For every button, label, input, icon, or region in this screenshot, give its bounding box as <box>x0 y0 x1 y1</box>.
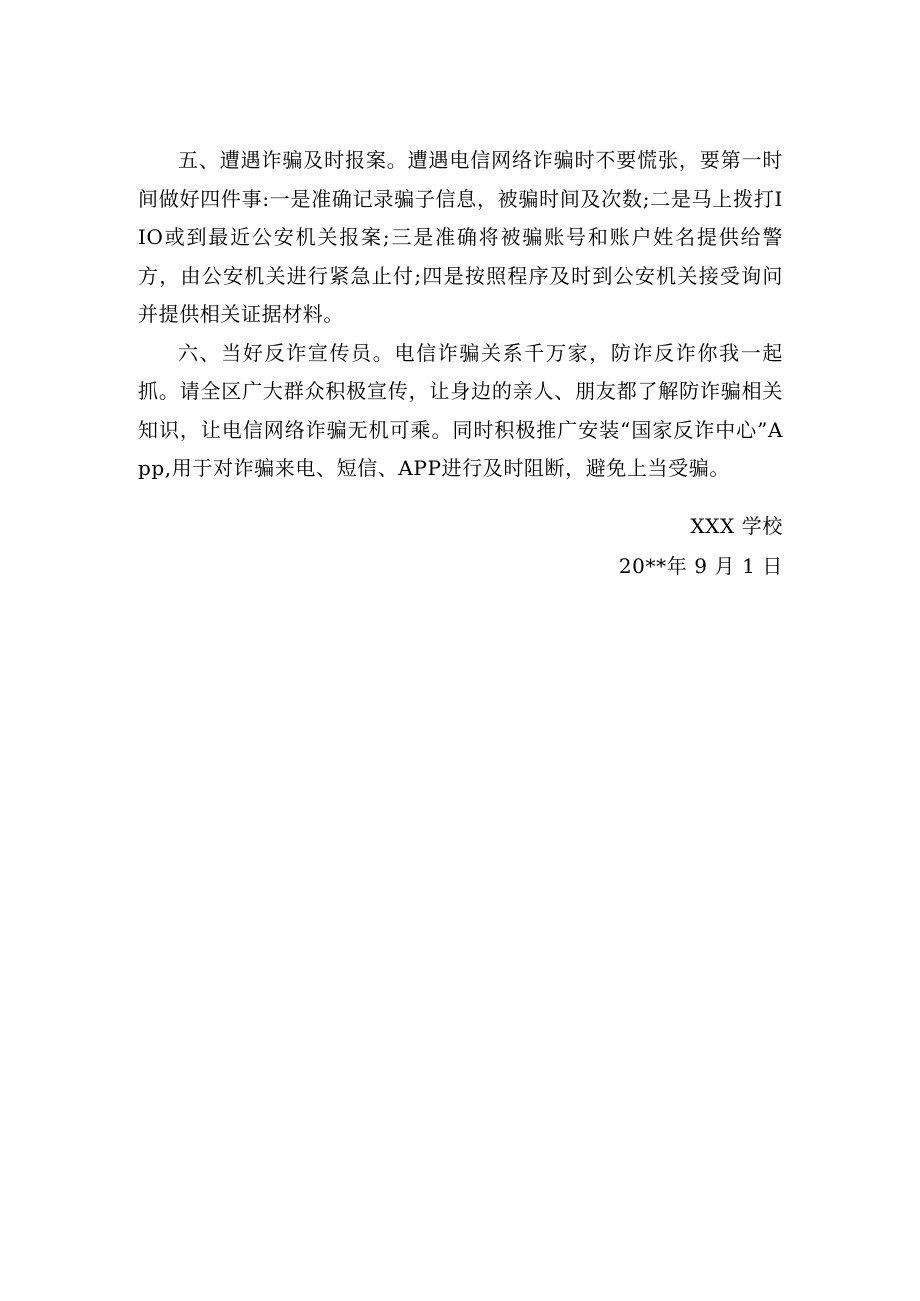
document-body <box>138 141 783 586</box>
paragraph-report-fraud: 五、遭遇诈骗及时报案。遭遇电信网络诈骗时不要慌张，要第一时间做好四件事:一是准确记录骗子信息，被骗时间及次数;二是马上拨打IIO或到最近公安机关报案;三是准确将被骗账号和账户姓名提供给警方，由公安机关进行紧急止付;四是按照程序及时到公安机关接受询问并提供相关证据材料。 <box>138 148 783 326</box>
signature-date: 20**年 9 月 1 日 <box>618 553 783 578</box>
paragraph-anti-fraud-promotion: 六、当好反诈宣传员。电信诈骗关系千万家，防诈反诈你我一起抓。请全区广大群众积极宣传，让身边的亲人、朋友都了解防诈骗相关知识，让电信网络诈骗无机可乘。同时积极推广安装“国家反诈中心”App,用于对诈骗来电、短信、APP进行及时阻断，避免上当受骗。 <box>138 340 783 480</box>
signature-organization: XXX 学校 <box>690 513 783 538</box>
